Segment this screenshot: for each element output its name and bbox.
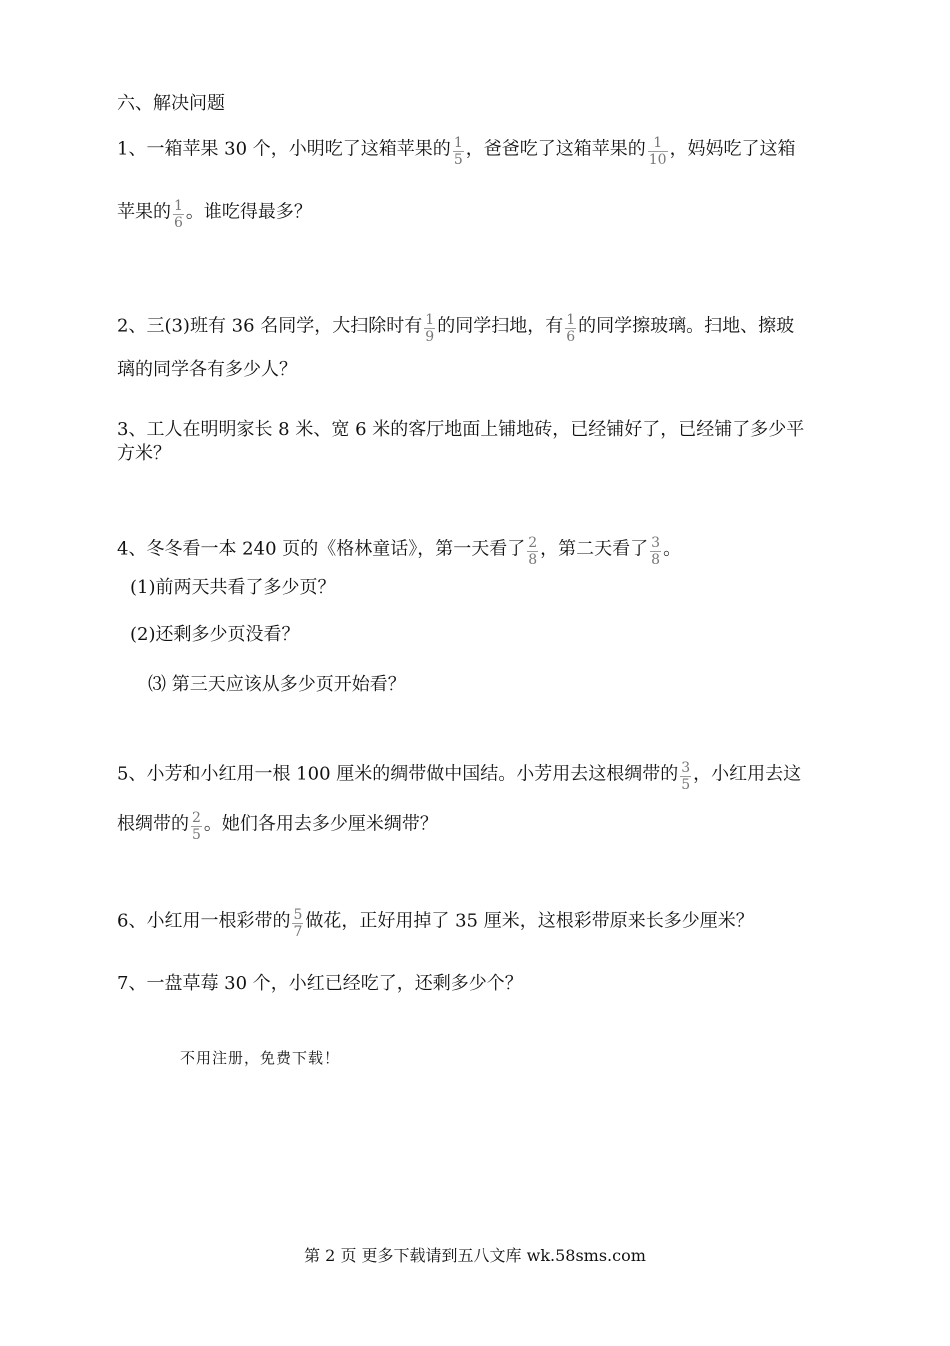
question-5-line-2: 根绸带的 $\frac{2}{5}$ 。她们各用去多少厘米绸带？	[117, 810, 438, 843]
question-3-line-2: 方米？	[117, 443, 171, 464]
section-title: 六、解决问题	[117, 93, 225, 114]
fraction-three-fifths: $\frac{3}{5}$	[681, 760, 691, 793]
question-2-line-1: 2、三(3)班有 36 名同学，大扫除时有 $\frac{1}{9}$ 的同学扫地，有 $\frac{1}{6}$ 的同学擦玻璃。扫地、擦玻	[117, 312, 795, 345]
page-footer: 第 2 页 更多下载请到五八文库 wk.58sms.com	[304, 1246, 646, 1265]
download-note: 不用注册，免费下载！	[180, 1049, 341, 1067]
question-4-sub-1: (1)前两天共看了多少页？	[130, 577, 336, 598]
question-4-sub-2: (2)还剩多少页没看？	[130, 624, 300, 645]
fraction-two-fifths: $\frac{2}{5}$	[192, 810, 201, 843]
question-3-line-1: 3、工人在明明家长 8 米、宽 6 米的客厅地面上铺地砖，已经铺好了，已经铺了多少平	[117, 419, 805, 440]
question-4-sub-3: ⑶ 第三天应该从多少页开始看？	[148, 674, 406, 695]
fraction-three-eighths: $\frac{3}{8}$	[651, 535, 661, 568]
question-1-line-2: 苹果的 $\frac{1}{6}$ 。谁吃得最多？	[117, 198, 312, 231]
question-5-line-1: 5、小芳和小红用一根 100 厘米的绸带做中国结。小芳用去这根绸带的 $\frac{3}{5}$ ，小红用去这	[117, 760, 802, 793]
fraction-one-sixth: $\frac{1}{6}$	[174, 198, 183, 231]
fraction-one-ninth: $\frac{1}{9}$	[425, 312, 435, 345]
fraction-one-tenth: $\frac{1}{10}$	[648, 135, 667, 168]
fraction-one-fifth: $\frac{1}{5}$	[453, 135, 463, 168]
fraction-one-sixth: $\frac{1}{6}$	[566, 312, 576, 345]
question-4-line-1: 4、冬冬看一本 240 页的《格林童话》，第一天看了 $\frac{2}{8}$ ，第二天看了 $\frac{3}{8}$ 。	[117, 535, 682, 568]
fraction-five-sevenths: $\frac{5}{7}$	[293, 907, 303, 940]
question-2-line-2: 璃的同学各有多少人？	[117, 359, 297, 380]
question-7-line-1: 7、一盘草莓 30 个，小红已经吃了，还剩多少个？	[117, 973, 523, 994]
fraction-two-eighths: $\frac{2}{8}$	[528, 535, 538, 568]
question-1-line-1: 1、一箱苹果 30 个，小明吃了这箱苹果的 $\frac{1}{5}$ ，爸爸吃了这箱苹果的 $\frac{1}{10}$ ，妈妈吃了这箱	[117, 135, 796, 168]
question-6-line-1: 6、小红用一根彩带的 $\frac{5}{7}$ 做花，正好用掉了 35 厘米，这根彩带原来长多少厘米？	[117, 907, 754, 940]
